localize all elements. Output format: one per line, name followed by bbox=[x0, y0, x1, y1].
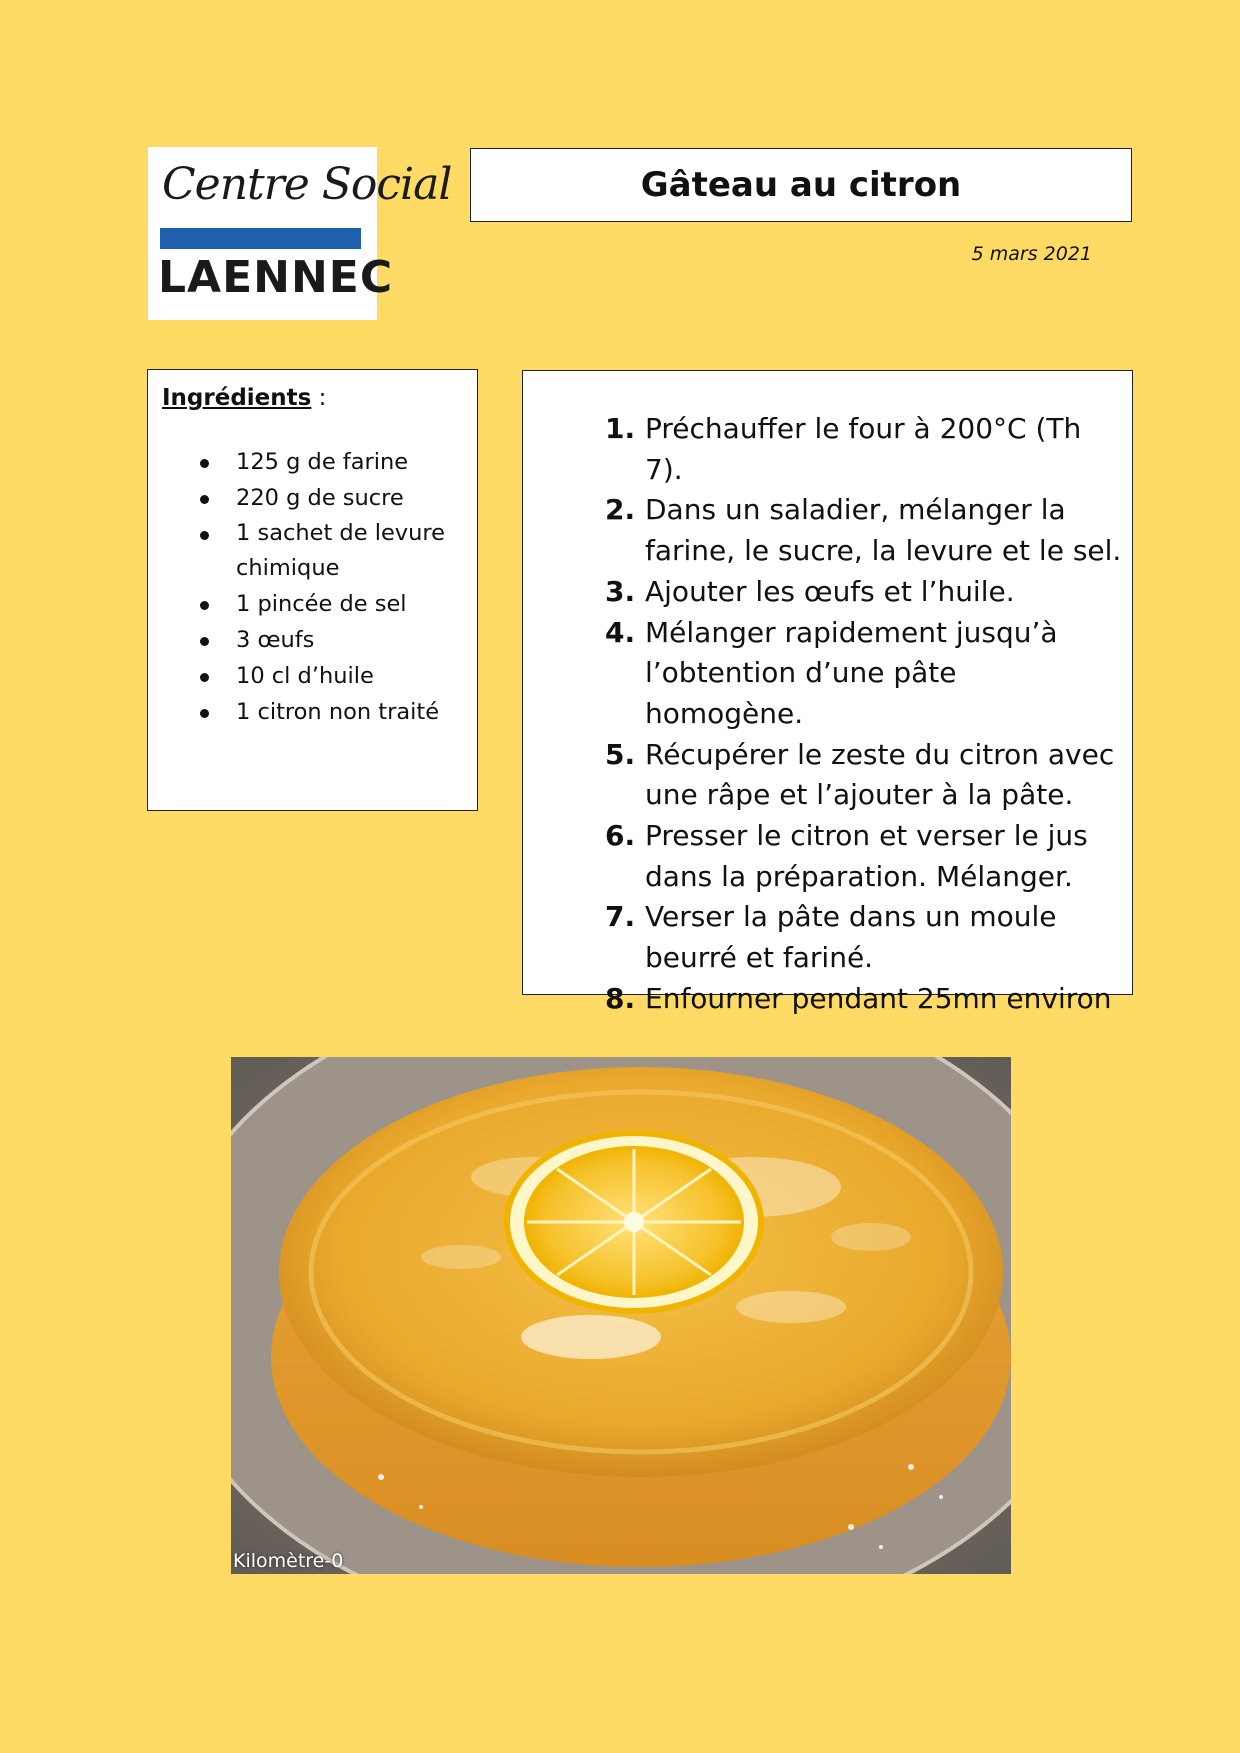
page-title: Gâteau au citron bbox=[640, 165, 962, 205]
step-number: 8. bbox=[605, 981, 636, 1015]
step-item bbox=[523, 409, 1132, 490]
step-text: Enfourner pendant 25mn environ bbox=[645, 981, 1112, 1015]
logo-blue-bar bbox=[160, 228, 361, 249]
step-text: Récupérer le zeste du citron avec bbox=[645, 737, 1115, 771]
ingredient-item bbox=[162, 622, 463, 658]
cake-illustration bbox=[231, 1057, 1011, 1574]
ingredient-text: 10 cl d’huile bbox=[236, 663, 374, 689]
step-number: 7. bbox=[605, 900, 636, 934]
step-text: Ajouter les œufs et l’huile. bbox=[645, 574, 1015, 608]
ingredients-box bbox=[147, 369, 478, 811]
logo-word-text: LAENNEC bbox=[158, 252, 394, 303]
step-text: Verser la pâte dans un moule bbox=[645, 900, 1057, 934]
step-text: Préchauffer le four à 200°C (Th 7). bbox=[645, 412, 1082, 486]
step-item bbox=[523, 572, 1132, 613]
ingredient-item bbox=[162, 658, 463, 694]
step-item bbox=[523, 490, 1132, 571]
step-text: beurré et fariné. bbox=[645, 941, 874, 975]
step-text: une râpe et l’ajouter à la pâte. bbox=[645, 778, 1074, 812]
date: 5 mars 2021 bbox=[971, 243, 1092, 265]
step-text: l’obtention d’une pâte homogène. bbox=[645, 656, 957, 730]
step-text: farine, le sucre, la levure et le sel. bbox=[645, 534, 1122, 568]
step-text: Presser le citron et verser le jus bbox=[645, 819, 1088, 853]
step-number: 6. bbox=[605, 819, 636, 853]
ingredient-item bbox=[162, 586, 463, 622]
step-text: Dans un saladier, mélanger la bbox=[645, 493, 1066, 527]
centre-social-logo bbox=[148, 147, 452, 320]
ingredient-item bbox=[162, 480, 463, 516]
ingredients-heading-label: Ingrédients bbox=[162, 385, 312, 411]
step-item bbox=[523, 735, 1132, 816]
photo-credit: Kilomètre-0 bbox=[233, 1550, 344, 1572]
title-box bbox=[470, 148, 1132, 222]
steps-box bbox=[522, 370, 1133, 1015]
step-number: 3. bbox=[605, 574, 636, 608]
step-text: dans la préparation. Mélanger. bbox=[645, 859, 1073, 893]
step-item bbox=[523, 979, 1132, 1020]
ingredient-text: 220 g de sucre bbox=[236, 485, 404, 511]
ingredient-item bbox=[162, 694, 463, 730]
step-number: 4. bbox=[605, 615, 636, 649]
step-number: 5. bbox=[605, 737, 636, 771]
ingredient-text: chimique bbox=[236, 555, 340, 581]
step-item bbox=[523, 897, 1132, 978]
ingredient-item bbox=[162, 516, 463, 586]
step-text: Mélanger rapidement jusqu’à bbox=[645, 615, 1058, 649]
ingredients-heading bbox=[162, 382, 463, 414]
lemon-cake-photo bbox=[231, 1057, 1011, 1574]
logo-script-text: Centre Social bbox=[162, 159, 452, 210]
ingredients-list bbox=[162, 444, 463, 730]
step-item bbox=[523, 816, 1132, 897]
ingredient-text: 125 g de farine bbox=[236, 449, 409, 475]
steps-list bbox=[523, 409, 1132, 1020]
step-item bbox=[523, 613, 1132, 735]
ingredient-text: 1 sachet de levure bbox=[236, 520, 445, 546]
ingredient-text: 3 œufs bbox=[236, 627, 315, 653]
step-number: 1. bbox=[605, 412, 636, 445]
ingredient-text: 1 pincée de sel bbox=[236, 591, 407, 617]
ingredients-heading-suffix: : bbox=[311, 385, 327, 411]
ingredient-text: 1 citron non traité bbox=[236, 699, 440, 725]
ingredient-item bbox=[162, 444, 463, 480]
step-number: 2. bbox=[605, 493, 636, 527]
